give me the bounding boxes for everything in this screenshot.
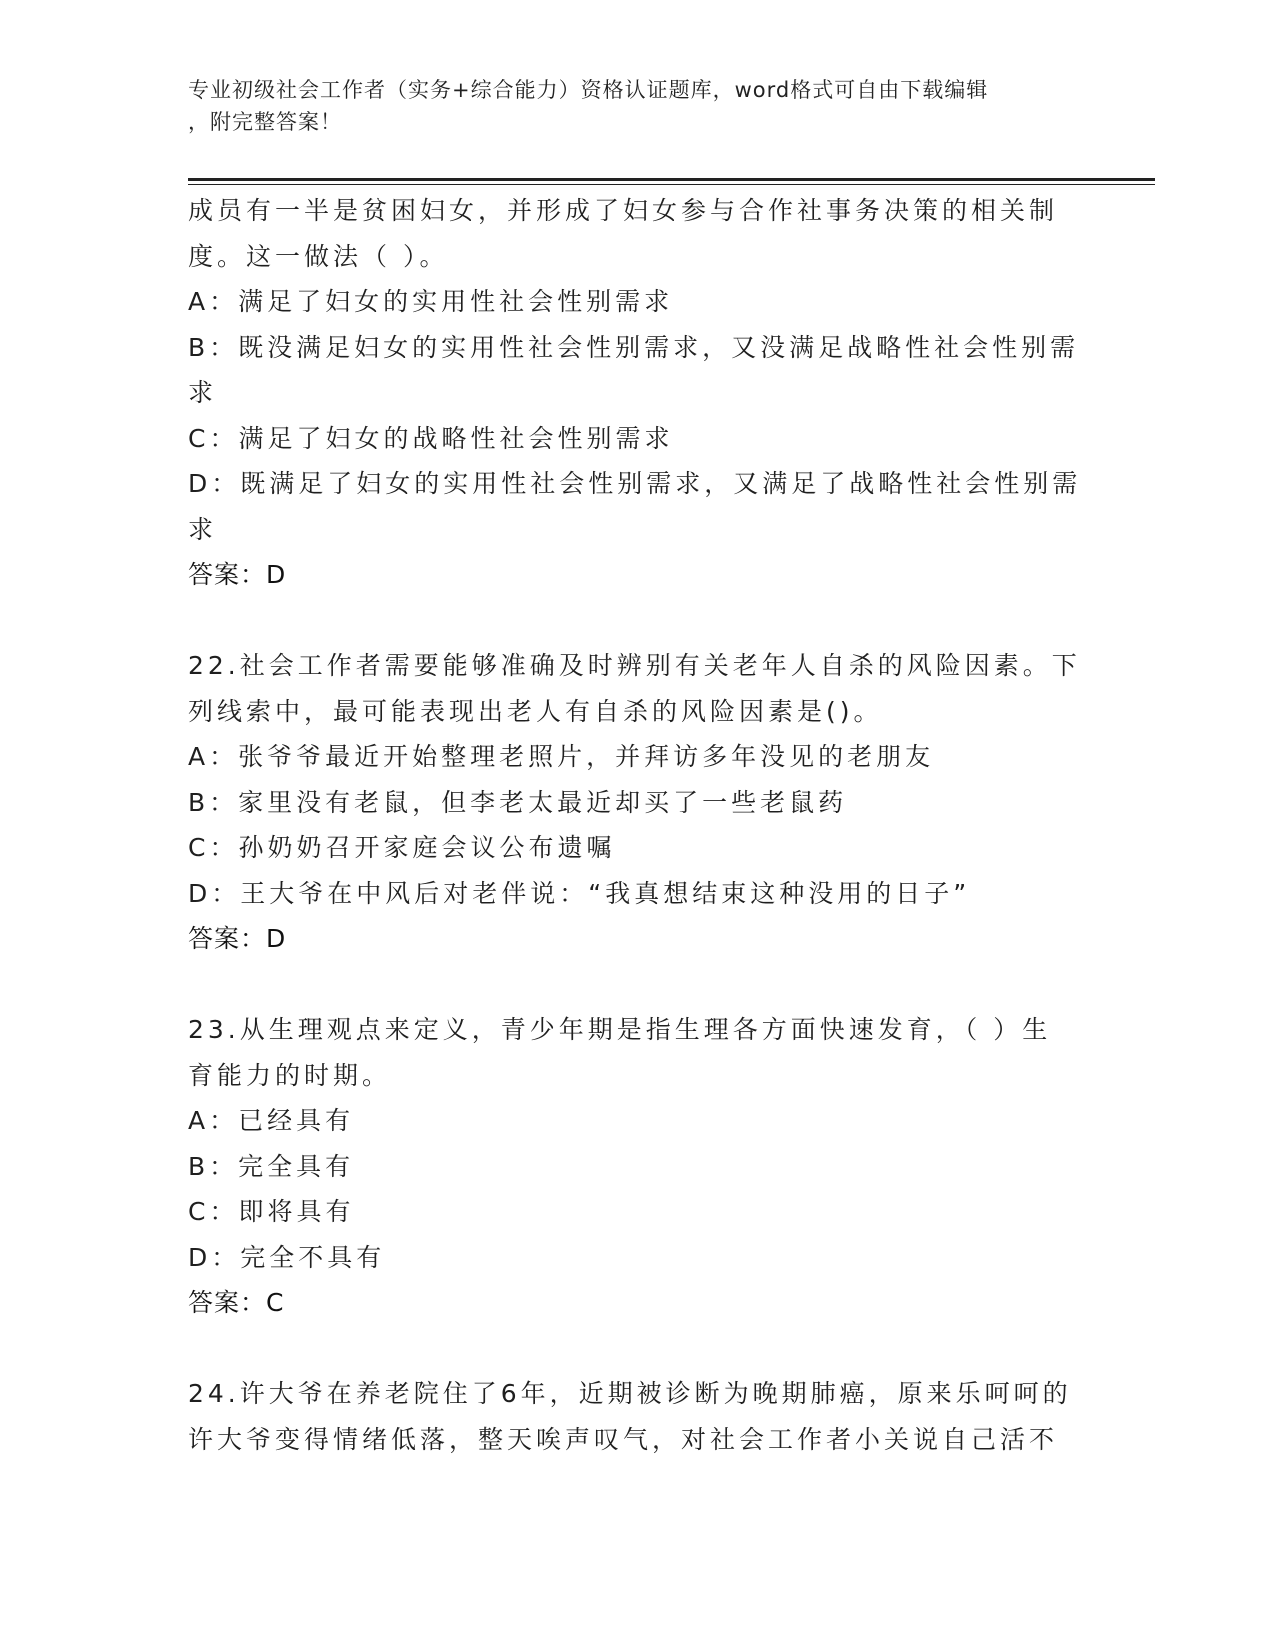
header-rule-thick xyxy=(188,178,1155,181)
option-d: D：王大爷在中风后对老伴说：“我真想结束这种没用的日子” xyxy=(188,878,971,908)
option-d-continued: 求 xyxy=(188,514,218,544)
header-rule-thin xyxy=(188,184,1155,185)
question-stem-line: 育能力的时期。 xyxy=(188,1060,392,1090)
answer-line: 答案：D xyxy=(188,924,287,953)
question-stem-line: 成员有一半是贫困妇女，并形成了妇女参与合作社事务决策的相关制 xyxy=(188,196,1059,225)
header-line-2: ，附完整答案！ xyxy=(188,110,342,134)
question-stem-line: 23.从生理观点来定义，青少年期是指生理各方面快速发育，（ ）生 xyxy=(188,1015,1052,1044)
option-a: A：张爷爷最近开始整理老照片，并拜访多年没见的老朋友 xyxy=(188,742,935,771)
document-body xyxy=(188,188,1088,1462)
page-header xyxy=(188,74,1088,138)
answer-line: 答案：C xyxy=(188,1288,285,1317)
option-c: C：满足了妇女的战略性社会性别需求 xyxy=(188,423,674,453)
question-stem-line: 22.社会工作者需要能够准确及时辨别有关老年人自杀的风险因素。下 xyxy=(188,651,1081,680)
question-23 xyxy=(188,1007,1088,1326)
option-c: C：即将具有 xyxy=(188,1197,355,1226)
spacer xyxy=(188,598,1088,644)
header-line-1: 专业初级社会工作者（实务+综合能力）资格认证题库，word格式可自由下载编辑 xyxy=(188,78,989,102)
question-24 xyxy=(188,1371,1088,1462)
question-stem-line: 度。这一做法（ ）。 xyxy=(188,241,449,271)
question-22 xyxy=(188,643,1088,962)
option-b-continued: 求 xyxy=(188,378,218,407)
question-21 xyxy=(188,188,1088,598)
spacer xyxy=(188,962,1088,1008)
question-stem-line: 列线索中，最可能表现出老人有自杀的风险因素是()。 xyxy=(188,696,883,726)
option-b: B：既没满足妇女的实用性社会性别需求，又没满足战略性社会性别需 xyxy=(188,332,1080,362)
option-d: D：既满足了妇女的实用性社会性别需求，又满足了战略性社会性别需 xyxy=(188,469,1082,498)
option-b: B：家里没有老鼠，但李老太最近却买了一些老鼠药 xyxy=(188,787,848,817)
spacer xyxy=(188,1326,1088,1372)
option-c: C：孙奶奶召开家庭会议公布遗嘱 xyxy=(188,833,616,862)
option-b: B：完全具有 xyxy=(188,1151,355,1181)
option-a: A：满足了妇女的实用性社会性别需求 xyxy=(188,287,674,316)
question-stem-line: 24.许大爷在养老院住了6年，近期被诊断为晚期肺癌，原来乐呵呵的 xyxy=(188,1379,1072,1408)
question-stem-line: 许大爷变得情绪低落，整天唉声叹气，对社会工作者小关说自己活不 xyxy=(188,1424,1059,1454)
option-a: A：已经具有 xyxy=(188,1106,355,1135)
option-d: D：完全不具有 xyxy=(188,1242,386,1272)
answer-line: 答案：D xyxy=(188,560,287,589)
